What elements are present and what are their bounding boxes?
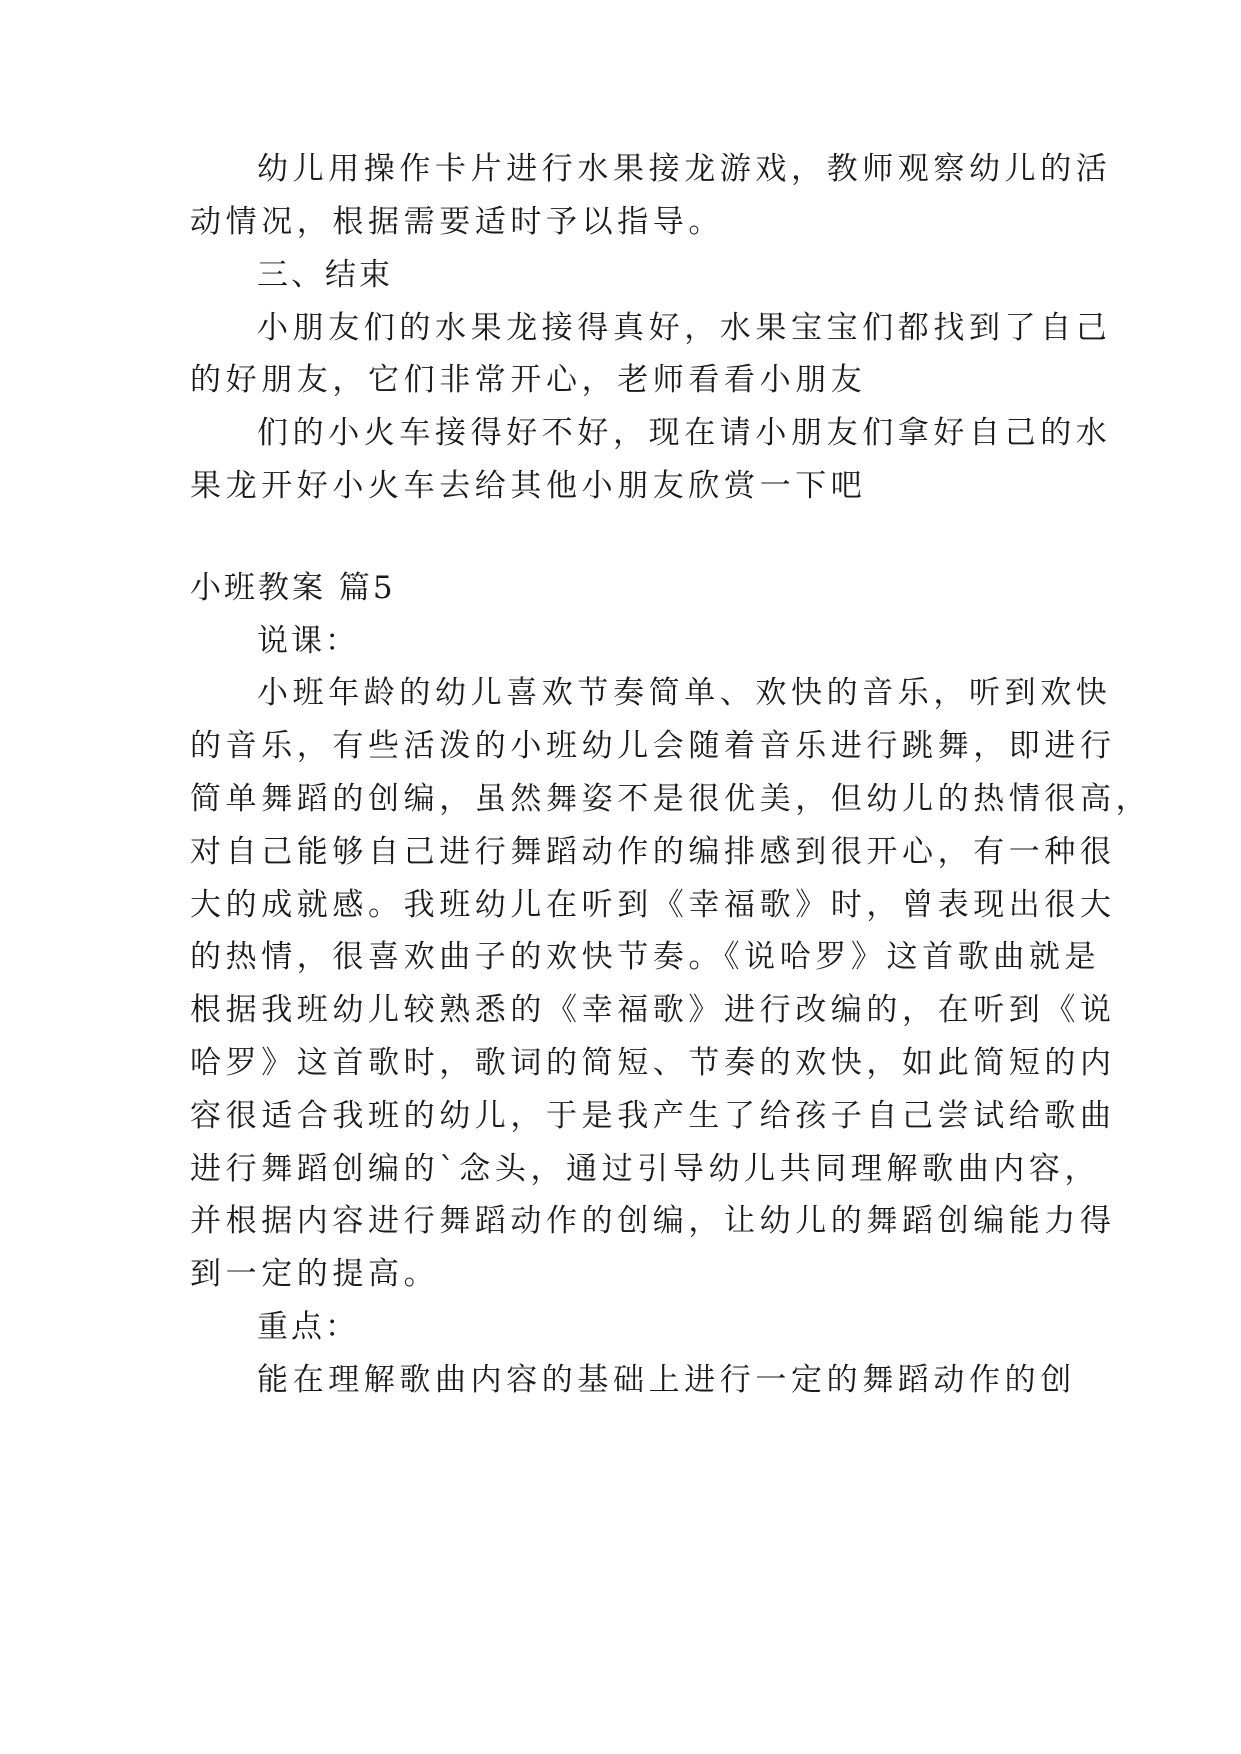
- text-line: 并根据内容进行舞蹈动作的创编，让幼儿的舞蹈创编能力得: [190, 1203, 1116, 1239]
- subsection-heading: 说课：: [257, 623, 359, 659]
- text-line: 大的成就感。我班幼儿在听到《幸福歌》时，曾表现出很大: [190, 887, 1116, 923]
- section-heading: 三、结束: [257, 257, 393, 293]
- text-line: 的热情，很喜欢曲子的欢快节奏。《说哈罗》这首歌曲就是: [190, 939, 1101, 975]
- text-line: 小班年龄的幼儿喜欢节奏简单、欢快的音乐，听到欢快: [257, 675, 1112, 711]
- text-line: 简单舞蹈的创编，虽然舞姿不是很优美，但幼儿的热情很高，: [190, 781, 1152, 817]
- text-line: 幼儿用操作卡片进行水果接龙游戏，教师观察幼儿的活: [257, 151, 1112, 187]
- text-line: 容很适合我班的幼儿，于是我产生了给孩子自己尝试给歌曲: [190, 1098, 1116, 1134]
- text-line: 哈罗》这首歌时，歌词的简短、节奏的欢快，如此简短的内: [190, 1045, 1116, 1081]
- section-title: 小班教案 篇5: [190, 570, 396, 606]
- text-line: 的音乐，有些活泼的小班幼儿会随着音乐进行跳舞，即进行: [190, 728, 1116, 764]
- text-line: 进行舞蹈创编的`念头，通过引导幼儿共同理解歌曲内容，: [190, 1151, 1101, 1187]
- text-line: 动情况，根据需要适时予以指导。: [190, 204, 724, 240]
- subsection-heading: 重点：: [257, 1309, 359, 1345]
- text-line: 果龙开好小火车去给其他小朋友欣赏一下吧: [190, 468, 867, 504]
- text-line: 能在理解歌曲内容的基础上进行一定的舞蹈动作的创: [257, 1362, 1076, 1398]
- text-line: 对自己能够自己进行舞蹈动作的编排感到很开心，有一种很: [190, 834, 1116, 870]
- text-line: 的好朋友，它们非常开心，老师看看小朋友: [190, 362, 867, 398]
- text-line: 根据我班幼儿较熟悉的《幸福歌》进行改编的，在听到《说: [190, 992, 1116, 1028]
- text-line: 小朋友们的水果龙接得真好，水果宝宝们都找到了自己: [257, 310, 1112, 346]
- text-line: 到一定的提高。: [190, 1256, 440, 1292]
- text-line: 们的小火车接得好不好，现在请小朋友们拿好自己的水: [257, 415, 1112, 451]
